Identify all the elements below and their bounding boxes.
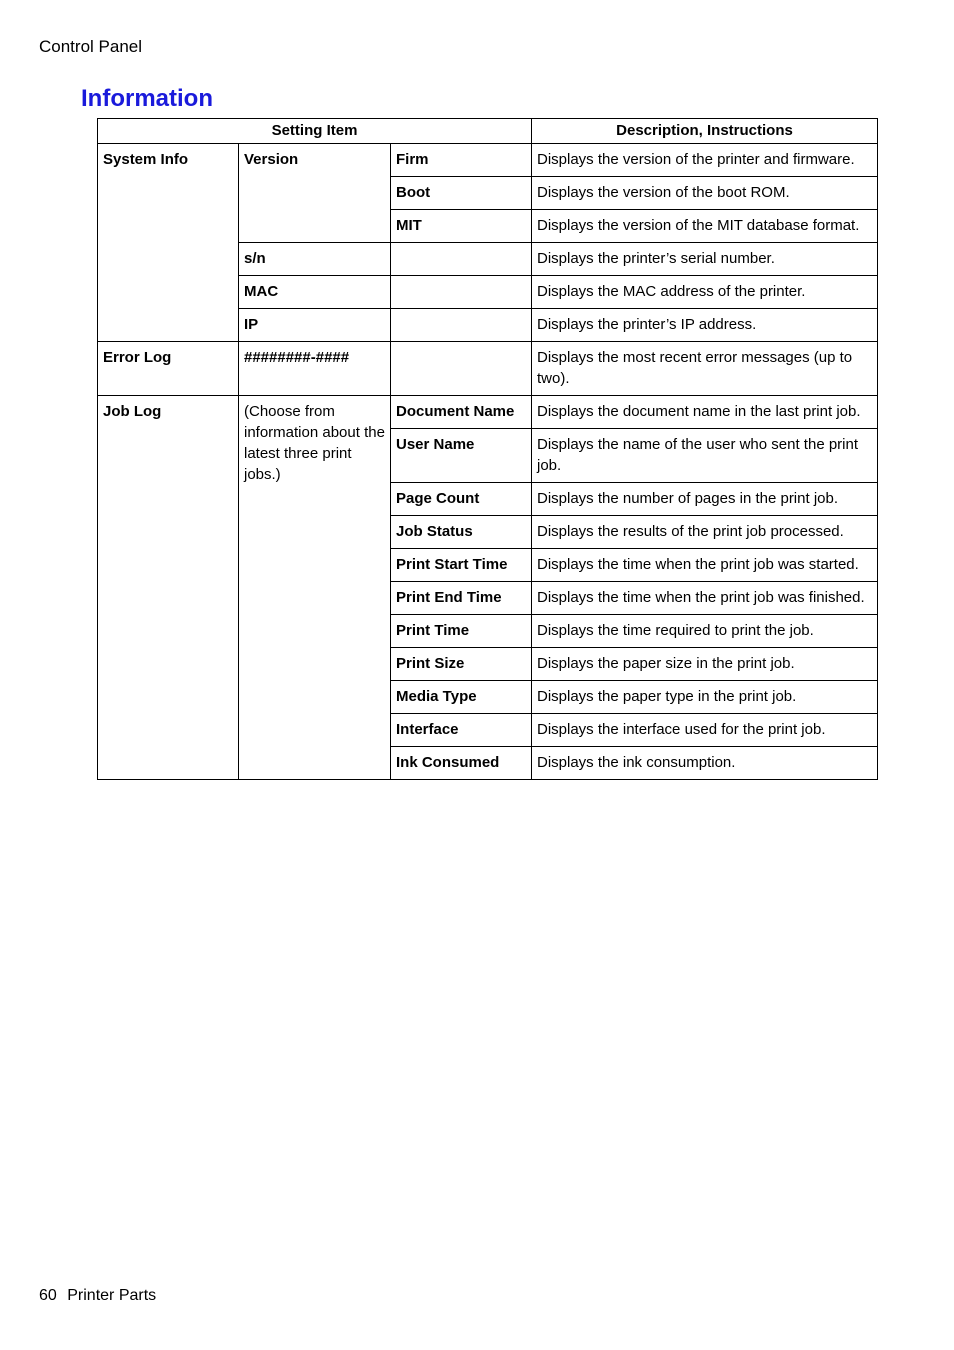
desc-boot: Displays the version of the boot ROM. bbox=[532, 177, 878, 210]
item-media-type: Media Type bbox=[391, 681, 532, 714]
desc-print-time: Displays the time required to print the job. bbox=[532, 615, 878, 648]
group-error-log: Error Log bbox=[98, 342, 239, 396]
item-ink-consumed: Ink Consumed bbox=[391, 747, 532, 780]
desc-print-size: Displays the paper size in the print job. bbox=[532, 648, 878, 681]
desc-sn: Displays the printer’s serial number. bbox=[532, 243, 878, 276]
desc-error-log: Displays the most recent error messages (up to two). bbox=[532, 342, 878, 396]
desc-document-name: Displays the document name in the last print job. bbox=[532, 396, 878, 429]
section-title: Information bbox=[81, 85, 213, 112]
item-ip: IP bbox=[239, 309, 391, 342]
table-header-row bbox=[98, 119, 878, 144]
item-mit: MIT bbox=[391, 210, 532, 243]
table-row bbox=[98, 342, 878, 396]
desc-page-count: Displays the number of pages in the print job. bbox=[532, 483, 878, 516]
item-job-status: Job Status bbox=[391, 516, 532, 549]
job-log-note: (Choose from information about the latest three print jobs.) bbox=[239, 396, 391, 780]
empty-cell bbox=[391, 309, 532, 342]
item-boot: Boot bbox=[391, 177, 532, 210]
empty-cell bbox=[391, 276, 532, 309]
desc-firm: Displays the version of the printer and firmware. bbox=[532, 144, 878, 177]
group-job-log: Job Log bbox=[98, 396, 239, 780]
item-firm: Firm bbox=[391, 144, 532, 177]
desc-mit: Displays the version of the MIT database format. bbox=[532, 210, 878, 243]
item-print-time: Print Time bbox=[391, 615, 532, 648]
item-document-name: Document Name bbox=[391, 396, 532, 429]
desc-ip: Displays the printer’s IP address. bbox=[532, 309, 878, 342]
group-system-info: System Info bbox=[98, 144, 239, 342]
desc-ink-consumed: Displays the ink consumption. bbox=[532, 747, 878, 780]
desc-user-name: Displays the name of the user who sent the print job. bbox=[532, 429, 878, 483]
empty-cell bbox=[391, 243, 532, 276]
item-print-start-time: Print Start Time bbox=[391, 549, 532, 582]
item-mac: MAC bbox=[239, 276, 391, 309]
empty-cell bbox=[391, 342, 532, 396]
information-table bbox=[97, 118, 878, 780]
desc-mac: Displays the MAC address of the printer. bbox=[532, 276, 878, 309]
item-print-end-time: Print End Time bbox=[391, 582, 532, 615]
chapter-name: Printer Parts bbox=[67, 1287, 157, 1304]
running-header: Control Panel bbox=[39, 37, 143, 56]
page-footer bbox=[39, 1287, 162, 1305]
item-user-name: User Name bbox=[391, 429, 532, 483]
table-row bbox=[98, 144, 878, 177]
item-print-size: Print Size bbox=[391, 648, 532, 681]
page-number: 60 bbox=[39, 1287, 57, 1304]
desc-interface: Displays the interface used for the print job. bbox=[532, 714, 878, 747]
header-description: Description, Instructions bbox=[532, 119, 878, 144]
table-row bbox=[98, 396, 878, 429]
header-setting-item: Setting Item bbox=[98, 119, 532, 144]
item-page-count: Page Count bbox=[391, 483, 532, 516]
desc-media-type: Displays the paper type in the print job. bbox=[532, 681, 878, 714]
item-interface: Interface bbox=[391, 714, 532, 747]
desc-print-end-time: Displays the time when the print job was finished. bbox=[532, 582, 878, 615]
subgroup-version: Version bbox=[239, 144, 391, 243]
desc-print-start-time: Displays the time when the print job was started. bbox=[532, 549, 878, 582]
item-sn: s/n bbox=[239, 243, 391, 276]
desc-job-status: Displays the results of the print job processed. bbox=[532, 516, 878, 549]
item-error-code: ########-#### bbox=[239, 342, 391, 396]
